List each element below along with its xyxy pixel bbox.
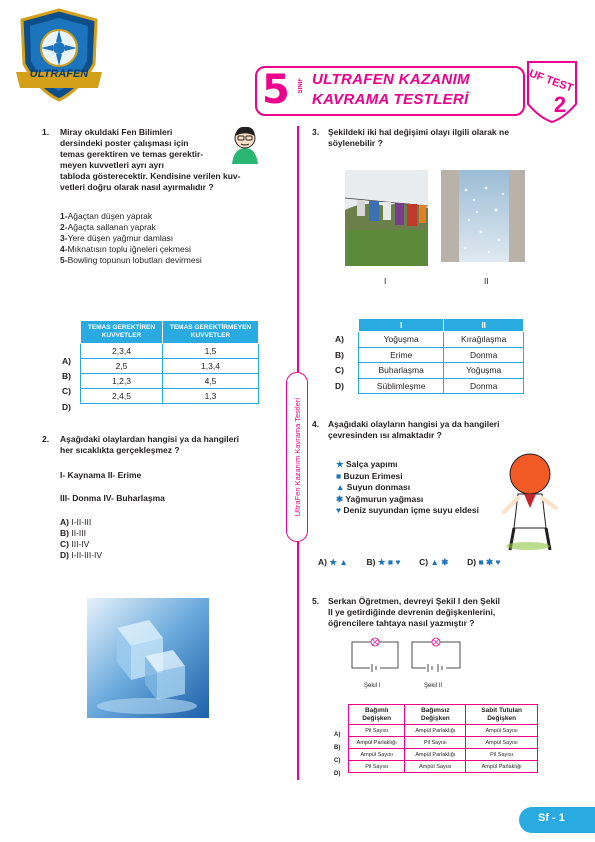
q4-option-a[interactable]: A) ★ ▲	[318, 557, 348, 567]
q5-header-constant: Sabit Tutulan Değişken	[466, 705, 538, 725]
q5-option-label: C)	[334, 758, 341, 764]
uf-test-badge	[520, 56, 582, 126]
sidebar-label: UltraFen Kazanım Kavrama Testleri	[292, 397, 302, 517]
star-icon: ★	[336, 459, 344, 469]
table-row[interactable]: 1,2,3 4,5	[81, 374, 259, 389]
q1-header-contact: TEMAS GEREKTİREN KUVVETLER	[81, 321, 163, 344]
q5-answer-table	[348, 704, 538, 773]
table-row[interactable]: 2,4,5 1,3	[81, 389, 259, 404]
hot-person-image	[500, 450, 558, 555]
q2-items-line1: I- Kaynama II- Erime	[60, 470, 142, 480]
laundry-image	[345, 170, 428, 266]
q4-text: Aşağıdaki olayların hangisi ya da hangileri çevresinden ısı almaktadır ?	[328, 419, 500, 440]
title-line-1: ULTRAFEN KAZANIM	[312, 71, 470, 88]
grade-number: 5	[262, 67, 290, 113]
q4-number: 4.	[312, 419, 320, 429]
q3-option-label: A)	[335, 334, 344, 344]
q1-number: 1.	[42, 127, 50, 137]
q2-text: Aşağıdaki olaylardan hangisi ya da hangileri her sıcaklıkta gerçekleşmez ?	[60, 434, 240, 455]
table-row[interactable]: Pil Sayısı Ampül Parlaklığı Ampül Sayısı	[349, 725, 538, 737]
q2-option-a[interactable]: A) I-II-III	[60, 517, 92, 527]
q3-option-label: D)	[335, 381, 344, 391]
q4-items: ★ Salça yapımı ■ Buzun Erimesi ▲ Suyun donması ✱ Yağmurun yağması ♥ Deniz suyundan içme suyu eldesi	[336, 459, 479, 515]
q2-items-line2: III- Donma IV- Buharlaşma	[60, 493, 165, 503]
table-row[interactable]: 2,3,4 1,5	[81, 344, 259, 359]
q1-text: Miray okuldaki Fen Bilimleri dersindeki poster çalışması için temas gerektiren ve temas gerektir- meyen kuvvetleri ayrı ayrı tabloda gösterecektir. Kendisine verilen kuv- vetleri doğru olarak nasıl ayırmalıdır ?	[60, 127, 241, 192]
table-row[interactable]: Ampül Parlaklığı Pil Sayısı Ampül Sayısı	[349, 737, 538, 749]
cold-glass-image	[441, 170, 525, 262]
table-row[interactable]: Ampül Sayısı Ampül Parlaklığı Pil Sayısı	[349, 749, 538, 761]
grade-suffix: SINIF	[298, 78, 304, 94]
q5-option-label: B)	[334, 745, 341, 751]
q2-options	[60, 517, 102, 561]
q3-number: 3.	[312, 127, 320, 137]
page-number: Sf - 1	[538, 812, 565, 824]
q5-text: Serkan Öğretmen, devreyi Şekil I den Şekil II ye getirdiğinde devrenin değişkenlerini, öğrencilere tahtaya nasıl yazmıştır ?	[328, 596, 500, 628]
table-row[interactable]: Süblimleşme Donma	[359, 378, 524, 394]
asterisk-icon: ✱	[336, 493, 344, 504]
q4-option-c[interactable]: C) ▲ ✱	[419, 557, 449, 567]
q5-option-label: D)	[334, 771, 341, 777]
q1-header-noncontact: TEMAS GEREKTİRMEYEN KUVVETLER	[162, 321, 258, 344]
square-icon: ■	[336, 470, 342, 481]
circuit-diagram	[346, 636, 466, 676]
q2-option-b[interactable]: B) II-III	[60, 528, 86, 538]
badge-number: 2	[553, 92, 567, 117]
figure-label-1: Şekil I	[364, 683, 381, 689]
table-row[interactable]: Yoğuşma Kırağılaşma	[359, 332, 524, 348]
table-row[interactable]: Buharlaşma Yoğuşma	[359, 363, 524, 379]
heart-icon: ♥	[336, 505, 342, 515]
ice-cubes-image	[87, 598, 209, 718]
logo-text: ULTRAFEN	[29, 68, 89, 80]
q2-number: 2.	[42, 434, 50, 444]
q4-option-d[interactable]: D) ■ ✱ ♥	[467, 557, 501, 567]
q1-option-label: B)	[62, 371, 71, 381]
q5-number: 5.	[312, 596, 320, 606]
q4-option-b[interactable]: B) ★ ■ ♥	[366, 557, 401, 567]
q1-option-label: D)	[62, 402, 71, 412]
q5-header-dependent: Bağımlı Değişken	[349, 705, 405, 725]
q3-header-1: I	[359, 319, 444, 332]
q1-answer-table	[80, 320, 259, 404]
q4-options	[318, 557, 558, 568]
triangle-icon: ▲	[336, 482, 345, 492]
q5-option-label: A)	[334, 732, 341, 738]
q1-items: 1-Ağaçtan düşen yaprak 2-Ağaçta sallanan yaprak 3-Yere düşen yağmur damlası 4-Mıknatısın toplu iğneleri çekmesi 5-Bowling topunun lobutları devirmesi	[60, 211, 202, 265]
table-row[interactable]: Pil Sayısı Ampül Sayısı Ampül Parlaklığı	[349, 761, 538, 773]
q5-header-independent: Bağımsız Değişken	[405, 705, 466, 725]
q3-image-label-2: II	[484, 276, 489, 286]
q2-option-c[interactable]: C) III-IV	[60, 539, 90, 549]
title-line-2: KAVRAMA TESTLERİ	[312, 91, 469, 108]
q3-answer-table	[358, 318, 524, 394]
q2-option-d[interactable]: D) I-II-III-IV	[60, 550, 103, 560]
q3-text: Şekildeki iki hal değişimi olayı ilgili olarak ne söylenebilir ?	[328, 127, 509, 148]
q1-option-label: C)	[62, 386, 71, 396]
q1-option-label: A)	[62, 356, 71, 366]
badge-text: UF TEST	[527, 67, 575, 95]
teacher-avatar-icon	[228, 124, 262, 164]
q3-image-label-1: I	[384, 276, 387, 286]
table-row[interactable]: 2,5 1,3,4	[81, 359, 259, 374]
ultrafen-logo	[10, 6, 108, 104]
q3-header-2: II	[444, 319, 524, 332]
q3-option-label: B)	[335, 350, 344, 360]
q3-option-label: C)	[335, 365, 344, 375]
figure-label-2: Şekil II	[424, 683, 443, 689]
table-row[interactable]: Erime Donma	[359, 347, 524, 363]
